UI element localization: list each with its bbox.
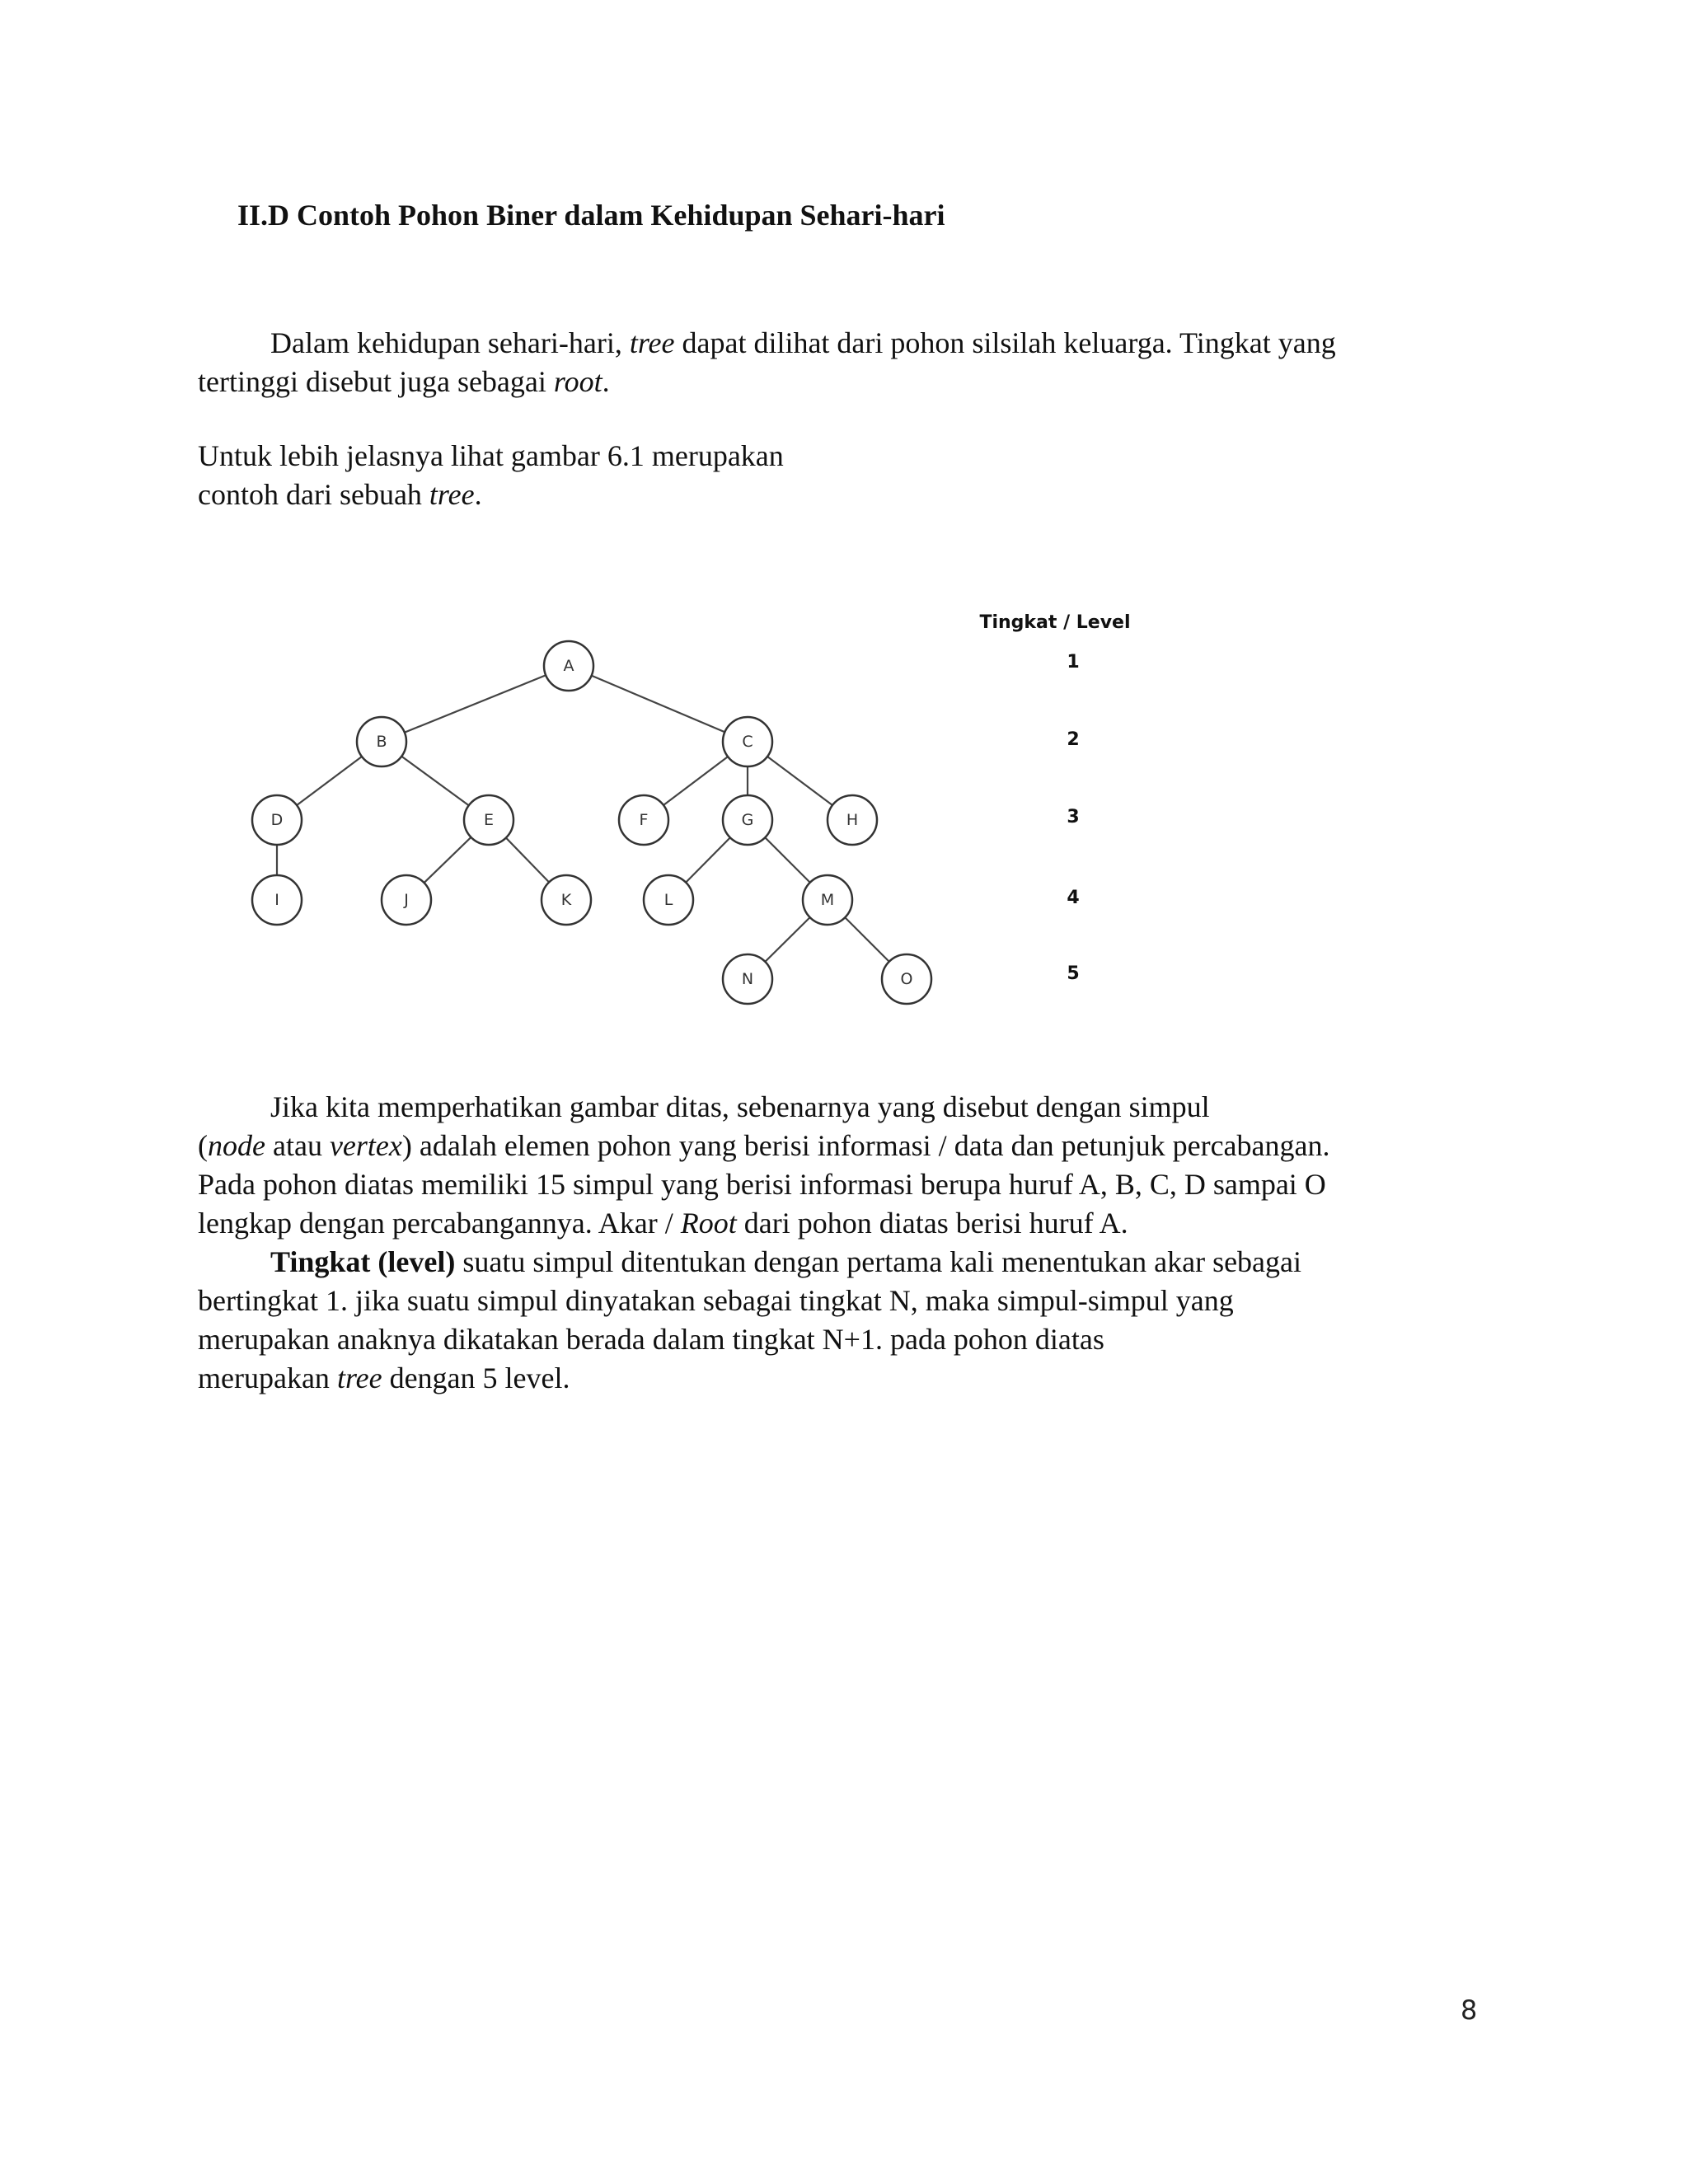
tree-node-g [723,795,772,845]
level-number: 1 [1067,652,1080,673]
tree-node-label: A [563,657,574,675]
tree-diagram [239,610,1162,1022]
tree-node-b [357,717,406,766]
tree-node-l [644,875,693,925]
tree-node-d [252,795,302,845]
tree-node-label: J [404,891,409,909]
tree-node-e [464,795,513,845]
level-number: 4 [1067,888,1080,908]
tree-node-k [542,875,591,925]
tree-node-f [619,795,668,845]
tree-node-label: O [900,970,913,988]
tree-node-label: G [741,811,754,829]
level-column-header: Tingkat / Level [979,612,1131,633]
intro-paragraph: Dalam kehidupan sehari-hari, tree dapat dilihat dari pohon silsilah keluarga. Tingkat yang tertinggi disebut juga sebagai root. [198,326,1336,398]
tree-node-label: K [560,891,572,909]
level-number: 2 [1067,729,1080,750]
tree-node-m [803,875,852,925]
tree-figure [239,610,1162,1022]
tree-node-label: B [376,733,387,751]
tree-node-label: D [270,811,284,829]
tree-node-label: C [742,733,753,751]
tree-edge-a-c [569,666,748,742]
tree-node-i [252,875,302,925]
tree-edge-a-b [382,666,569,742]
tree-node-h [828,795,877,845]
tree-node-label: I [274,891,279,909]
page-number: 8 [1461,1994,1478,2026]
tree-node-c [723,717,772,766]
tree-node-label: N [741,970,754,988]
tree-node-label: H [846,811,859,829]
tree-node-o [882,954,931,1004]
tree-node-a [544,641,593,691]
tree-node-label: E [483,811,495,829]
level-number: 5 [1067,963,1080,984]
tree-node-n [723,954,772,1004]
section-heading: II.D Contoh Pohon Biner dalam Kehidupan Sehari-hari [237,199,945,232]
figure-reference-paragraph: Untuk lebih jelasnya lihat gambar 6.1 merupakan contoh dari sebuah tree. [198,439,784,511]
tree-node-label: L [663,891,673,909]
tree-node-j [382,875,431,925]
explanation-paragraph: Jika kita memperhatikan gambar ditas, sebenarnya yang disebut dengan simpul (node atau vertex) adalah elemen pohon yang berisi informasi / data dan petunjuk percabangan. Pada pohon diatas memiliki 15 simpul yang berisi informasi berupa huruf A, B, C, D sampai O lengkap dengan percabangannya. Akar / Root dari pohon diatas berisi huruf A. Tingkat (level) suatu simpul ditentukan dengan pertama kali menentukan akar sebagai bertingkat 1. jika suatu simpul dinyatakan sebagai tingkat N, maka simpul-simpul yang merupakan anaknya dikatakan berada dalam tingkat N+1. pada pohon diatas merupakan tree dengan 5 level. [198,1090,1330,1394]
level-number: 3 [1067,807,1080,827]
tree-node-label: M [820,891,835,909]
tree-node-label: F [639,811,649,829]
